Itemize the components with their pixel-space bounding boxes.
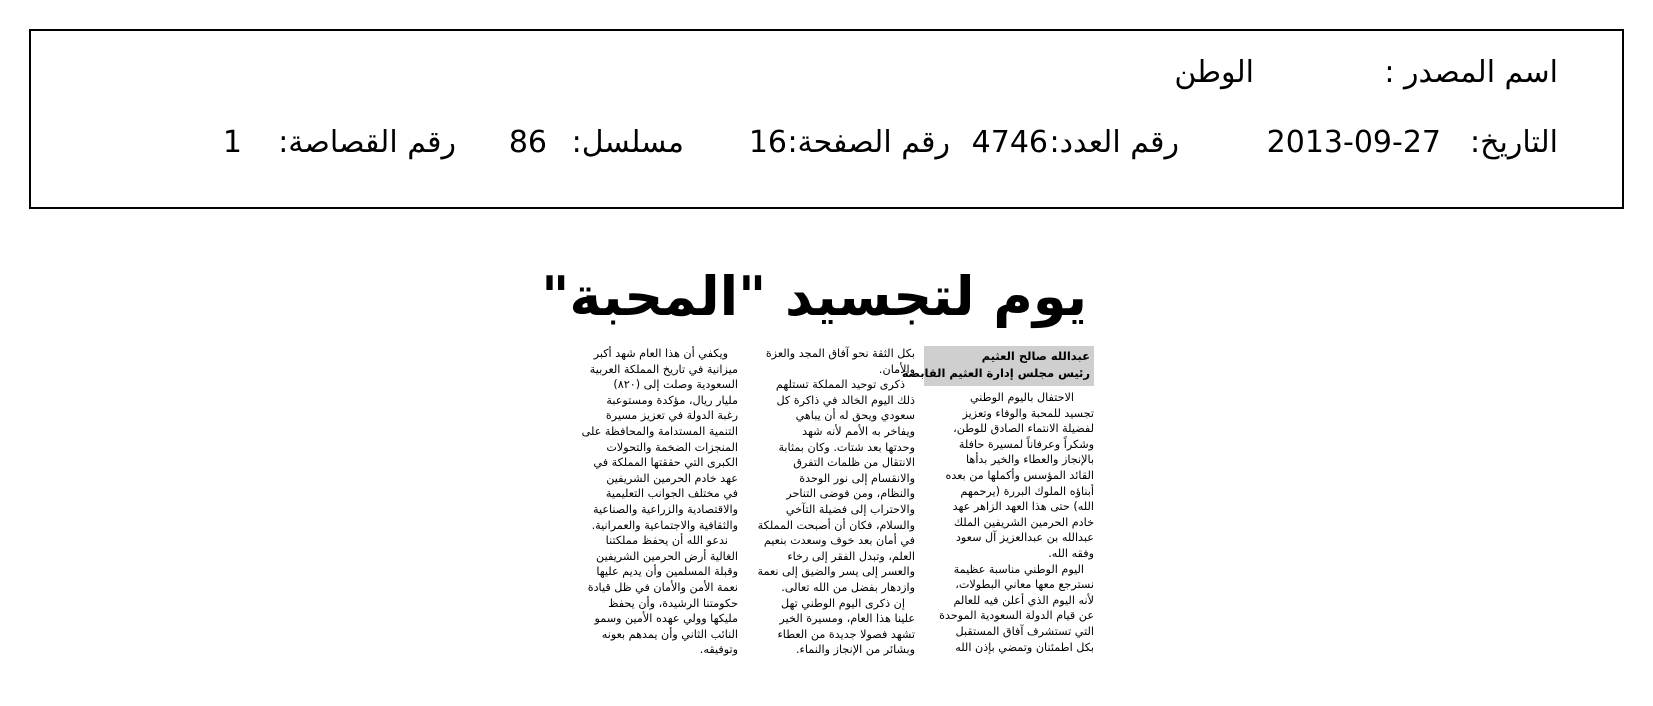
serial-value: 86 bbox=[508, 125, 547, 160]
column-line: عهد خادم الحرمين الشريفين bbox=[606, 471, 738, 485]
column-line: بكل اطمئنان وتمضي بإذن الله bbox=[955, 640, 1094, 654]
column-line: ويكفي أن هذا العام شهد أكبر bbox=[593, 347, 728, 360]
column-line: السعودية وصلت إلى (٨٢٠) bbox=[613, 378, 738, 392]
column-line: عبدالله بن عبدالعزيز آل سعود bbox=[955, 531, 1094, 545]
column-line: تشهد فصولا جديدة من العطاء bbox=[777, 627, 915, 641]
column-line: وقبلة المسلمين وأن يديم عليها bbox=[596, 565, 738, 579]
date-value: 2013-09-27 bbox=[1266, 125, 1441, 160]
column-line: في مختلف الجوانب التعليمية bbox=[605, 487, 738, 501]
clip-value: 1 bbox=[222, 125, 242, 160]
column-line: ذكرى توحيد المملكة تستلهم bbox=[775, 378, 905, 392]
date-label: التاريخ: bbox=[1470, 125, 1558, 160]
column-line: والسلام، فكان أن أصبحت المملكة bbox=[757, 518, 915, 532]
column-line: علينا هذا العام، ومسيرة الخير bbox=[779, 612, 915, 626]
column-line: والانقسام إلى نور الوحدة bbox=[799, 471, 915, 485]
source-value: الوطن bbox=[1174, 55, 1254, 90]
article-column-middle bbox=[757, 346, 915, 658]
issue-label: رقم العدد: bbox=[1049, 125, 1179, 160]
article-column-left bbox=[580, 346, 738, 658]
author-title: رئيس مجلس إدارة العثيم القابضة bbox=[901, 366, 1090, 380]
author-byline bbox=[901, 346, 1094, 386]
column-line: والاحتراب إلى فضيلة التآخي bbox=[785, 502, 915, 516]
column-line: المنجزات الضخمة والتحولات bbox=[606, 440, 738, 454]
column-line: وازدهار بفضل من الله تعالى. bbox=[781, 580, 915, 594]
author-name: عبدالله صالح العثيم bbox=[981, 349, 1090, 363]
column-line: الانتقال من ظلمات التفرق bbox=[793, 456, 915, 470]
column-line: إن ذكرى اليوم الوطني تهل bbox=[780, 596, 905, 610]
column-line: لأنه اليوم الذي أعلن فيه للعالم bbox=[953, 593, 1094, 607]
column-line: اليوم الوطني مناسبة عظيمة bbox=[953, 562, 1084, 576]
column-line: رغبة الدولة في تعزيز مسيرة bbox=[605, 409, 738, 423]
column-line: مليار ريال، مؤكدة ومستوعبة bbox=[606, 393, 738, 407]
column-line: وفقه الله. bbox=[1048, 546, 1094, 560]
column-line: والثقافية والاجتماعية والعمرانية. bbox=[591, 518, 738, 532]
column-line: تجسيد للمحبة والوفاء وتعزيز bbox=[962, 406, 1094, 420]
column-line: التنمية المستدامة والمحافظة على bbox=[581, 424, 738, 438]
column-line: القائد المؤسس وأكملها من بعده bbox=[945, 468, 1094, 482]
column-line: نسترجع معها معاني البطولات، bbox=[955, 578, 1094, 592]
column-line: ذلك اليوم الخالد في ذاكرة كل bbox=[776, 393, 915, 407]
column-line: والعسر إلى يسر والضيق إلى نعمة bbox=[757, 565, 915, 579]
article-headline: يوم لتجسيد "المحبة" bbox=[541, 265, 1087, 328]
column-line: نعمة الأمن والأمان في ظل قيادة bbox=[587, 580, 738, 594]
column-line: مليكها وولي عهده الأمين وسمو bbox=[594, 612, 738, 626]
column-line: النائب الثاني وأن يمدهم بعونه bbox=[601, 627, 738, 641]
column-line: حكومتنا الرشيدة، وأن يحفظ bbox=[608, 596, 738, 610]
page-value: 16 bbox=[748, 125, 787, 160]
column-line: الاحتفال باليوم الوطني bbox=[969, 391, 1074, 404]
column-line: وتوفيقه. bbox=[699, 643, 738, 657]
column-line: الغالية أرض الحرمين الشريفين bbox=[596, 549, 738, 563]
column-line: الله) حتى هذا العهد الزاهر عهد bbox=[952, 500, 1094, 514]
column-line: ويفاخر به الأمم لأنه شهد bbox=[802, 424, 915, 438]
column-line: والأمان. bbox=[878, 362, 915, 376]
column-line: التي تستشرف آفاق المستقبل bbox=[955, 624, 1094, 638]
column-line: خادم الحرمين الشريفين الملك bbox=[953, 515, 1094, 529]
newspaper-clipping bbox=[541, 240, 1095, 680]
column-line: والنظام، ومن فوضى التناحر bbox=[786, 487, 915, 501]
column-line: بالإنجاز والعطاء والخير بدأها bbox=[966, 453, 1094, 467]
serial-label: مسلسل: bbox=[571, 125, 684, 160]
clipping-info-box bbox=[29, 29, 1624, 209]
column-line: الكبرى التي حققتها المملكة في bbox=[593, 456, 738, 470]
column-line: وشكراً وعرفاناً لمسيرة حافلة bbox=[958, 437, 1094, 451]
column-line: ميزانية في تاريخ المملكة العربية bbox=[589, 362, 738, 376]
page-label: رقم الصفحة: bbox=[787, 125, 950, 160]
column-line: أبناؤه الملوك البررة (يرحمهم bbox=[960, 484, 1094, 498]
column-line: والاقتصادية والزراعية والصناعية bbox=[592, 502, 738, 516]
clip-label: رقم القصاصة: bbox=[278, 125, 456, 160]
source-label: اسم المصدر : bbox=[1384, 55, 1558, 90]
column-line: عن قيام الدولة السعودية الموحدة bbox=[939, 609, 1094, 623]
column-line: في أمان بعد خوف وسعدت بنعيم bbox=[763, 534, 915, 548]
column-line: ندعو الله أن يحفظ مملكتنا bbox=[605, 534, 728, 548]
column-line: العلم، وتبدل الفقر إلى رخاء bbox=[787, 549, 915, 563]
column-line: بكل الثقة نحو آفاق المجد والعزة bbox=[765, 347, 915, 360]
column-line: وحدتها بعد شتات. وكان بمثابة bbox=[778, 440, 915, 454]
issue-value: 4746 bbox=[971, 125, 1048, 160]
column-line: سعودي ويحق له أن يباهي bbox=[795, 409, 915, 423]
column-line: وبشائر من الإنجاز والنماء. bbox=[796, 643, 915, 657]
column-line: لفضيلة الانتماء الصادق للوطن، bbox=[953, 422, 1094, 436]
article-column-right bbox=[924, 390, 1094, 655]
